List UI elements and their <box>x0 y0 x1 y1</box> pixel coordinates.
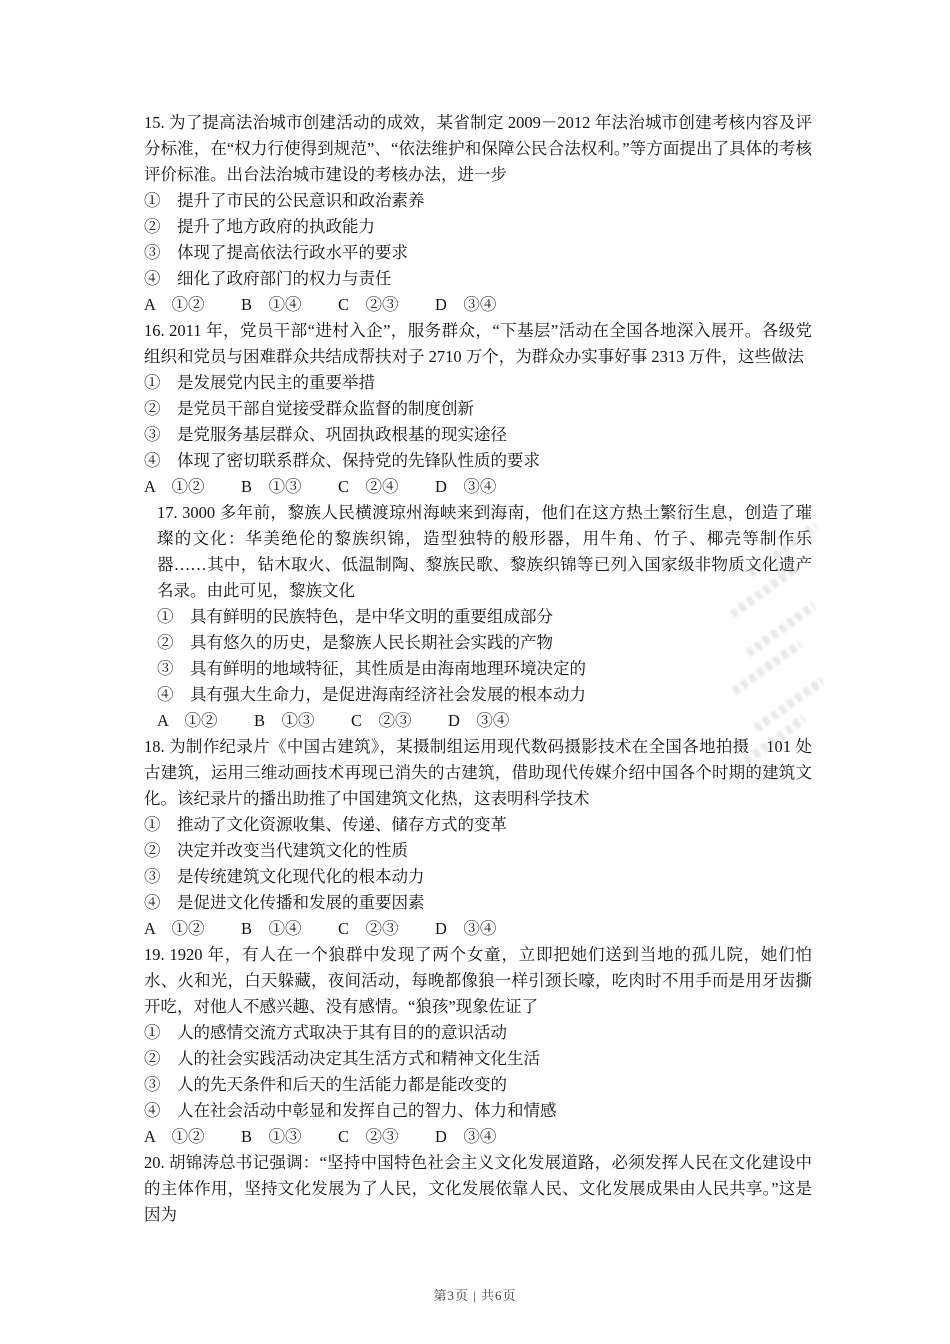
question-19-option-4: ④ 人在社会活动中彰显和发挥自己的智力、体力和情感 <box>144 1101 557 1120</box>
question-18-option-1: ① 推动了文化资源收集、传递、储存方式的变革 <box>144 815 507 834</box>
question-18-option-3: ③ 是传统建筑文化现代化的根本动力 <box>144 867 425 886</box>
question-16 <box>144 318 812 500</box>
question-20-stem: 20. 胡锦涛总书记强调：“坚持中国特色社会主义文化发展道路，必须发挥人民在文化建设中的主体作用，坚持文化发展为了人民，文化发展依靠人民、文化发展成果由人民共享。”这是因为 <box>144 1153 812 1224</box>
question-15-option-1: ① 提升了市民的公民意识和政治素养 <box>144 191 425 210</box>
question-18-answer-row <box>144 916 812 942</box>
question-17 <box>144 500 812 734</box>
question-19-choice-c: C ②③ <box>338 1127 399 1146</box>
question-16-choice-d: D ③④ <box>435 477 497 496</box>
question-15-choice-c: C ②③ <box>338 295 399 314</box>
question-18 <box>144 734 812 942</box>
question-17-option-1: ① 具有鲜明的民族特色，是中华文明的重要组成部分 <box>157 607 553 626</box>
question-17-option-4: ④ 具有强大生命力，是促进海南经济社会发展的根本动力 <box>157 685 586 704</box>
question-19 <box>144 942 812 1150</box>
question-19-answer-row <box>144 1124 812 1150</box>
question-16-option-1: ① 是发展党内民主的重要举措 <box>144 373 375 392</box>
question-15-answer-row <box>144 292 812 318</box>
question-17-stem: 17. 3000 多年前，黎族人民横渡琼州海峡来到海南，他们在这方热土繁衍生息，创造了璀璨的文化：华美绝伦的黎族织锦，造型独特的般形器，用牛角、竹子、椰壳等制作乐器……其中，钻木取火、低温制陶、黎族民歌、黎族织锦等已列入国家级非物质文化遗产名录。由此可见，黎族文化 <box>157 503 812 600</box>
question-17-option-2: ② 具有悠久的历史，是黎族人民长期社会实践的产物 <box>157 633 553 652</box>
question-19-choice-d: D ③④ <box>435 1127 497 1146</box>
question-19-option-3: ③ 人的先天条件和后天的生活能力都是能改变的 <box>144 1075 507 1094</box>
question-18-stem: 18. 为制作纪录片《中国古建筑》，某摄制组运用现代数码摄影技术在全国各地拍摄 101 处古建筑，运用三维动画技术再现已消失的古建筑，借助现代传媒介绍中国各个时期的建筑文化。该纪录片的播出助推了中国建筑文化热，这表明科学技术 <box>144 737 812 808</box>
question-17-choice-c: C ②③ <box>351 711 412 730</box>
question-15-option-2: ② 提升了地方政府的执政能力 <box>144 217 375 236</box>
question-16-stem: 16. 2011 年，党员干部“进村入企”，服务群众，“下基层”活动在全国各地深入展开。各级党组织和党员与困难群众共结成帮扶对子 2710 万个，为群众办实事好事 2313 万件，这些做法 <box>144 321 812 366</box>
question-15-option-4: ④ 细化了政府部门的权力与责任 <box>144 269 392 288</box>
question-17-choice-d: D ③④ <box>448 711 510 730</box>
question-15-choice-d: D ③④ <box>435 295 497 314</box>
question-18-option-4: ④ 是促进文化传播和发展的重要因素 <box>144 893 425 912</box>
question-17-choice-a: A ①② <box>157 711 218 730</box>
question-16-option-4: ④ 体现了密切联系群众、保持党的先锋队性质的要求 <box>144 451 540 470</box>
question-15-choice-b: B ①④ <box>241 295 302 314</box>
question-18-choice-b: B ①④ <box>241 919 302 938</box>
page-footer: 第3页 | 共6页 <box>433 1288 517 1303</box>
question-16-choice-c: C ②④ <box>338 477 399 496</box>
question-20 <box>144 1150 812 1228</box>
question-18-choice-a: A ①② <box>144 919 205 938</box>
question-16-choice-b: B ①③ <box>241 477 302 496</box>
question-18-choice-c: C ②③ <box>338 919 399 938</box>
question-17-choice-b: B ①③ <box>254 711 315 730</box>
question-17-answer-row <box>157 708 812 734</box>
question-19-choice-b: B ①③ <box>241 1127 302 1146</box>
question-15 <box>144 110 812 318</box>
question-18-choice-d: D ③④ <box>435 919 497 938</box>
question-16-option-2: ② 是党员干部自觉接受群众监督的制度创新 <box>144 399 474 418</box>
question-17-option-3: ③ 具有鲜明的地域特征，其性质是由海南地理环境决定的 <box>157 659 586 678</box>
question-15-choice-a: A ①② <box>144 295 205 314</box>
question-16-option-3: ③ 是党服务基层群众、巩固执政根基的现实途径 <box>144 425 507 444</box>
question-19-option-1: ① 人的感情交流方式取决于其有目的的意识活动 <box>144 1023 507 1042</box>
question-15-option-3: ③ 体现了提高依法行政水平的要求 <box>144 243 408 262</box>
question-16-choice-a: A ①② <box>144 477 205 496</box>
question-19-stem: 19. 1920 年，有人在一个狼群中发现了两个女童，立即把她们送到当地的孤儿院，她们怕水、火和光，白天躲藏，夜间活动，每晚都像狼一样引颈长嚎，吃肉时不用手而是用牙齿撕开吃，对他人不感兴趣、没有感情。“狼孩”现象佐证了 <box>144 945 812 1016</box>
question-18-option-2: ② 决定并改变当代建筑文化的性质 <box>144 841 408 860</box>
exam-content <box>144 110 812 1228</box>
question-19-choice-a: A ①② <box>144 1127 205 1146</box>
question-16-answer-row <box>144 474 812 500</box>
question-15-stem: 15. 为了提高法治城市创建活动的成效，某省制定 2009－2012 年法治城市创建考核内容及评分标准，在“权力行使得到规范”、“依法维护和保障公民合法权利。”等方面提出了具体的考核评价标准。出台法治城市建设的考核办法，进一步 <box>144 113 813 184</box>
question-19-option-2: ② 人的社会实践活动决定其生活方式和精神文化生活 <box>144 1049 540 1068</box>
